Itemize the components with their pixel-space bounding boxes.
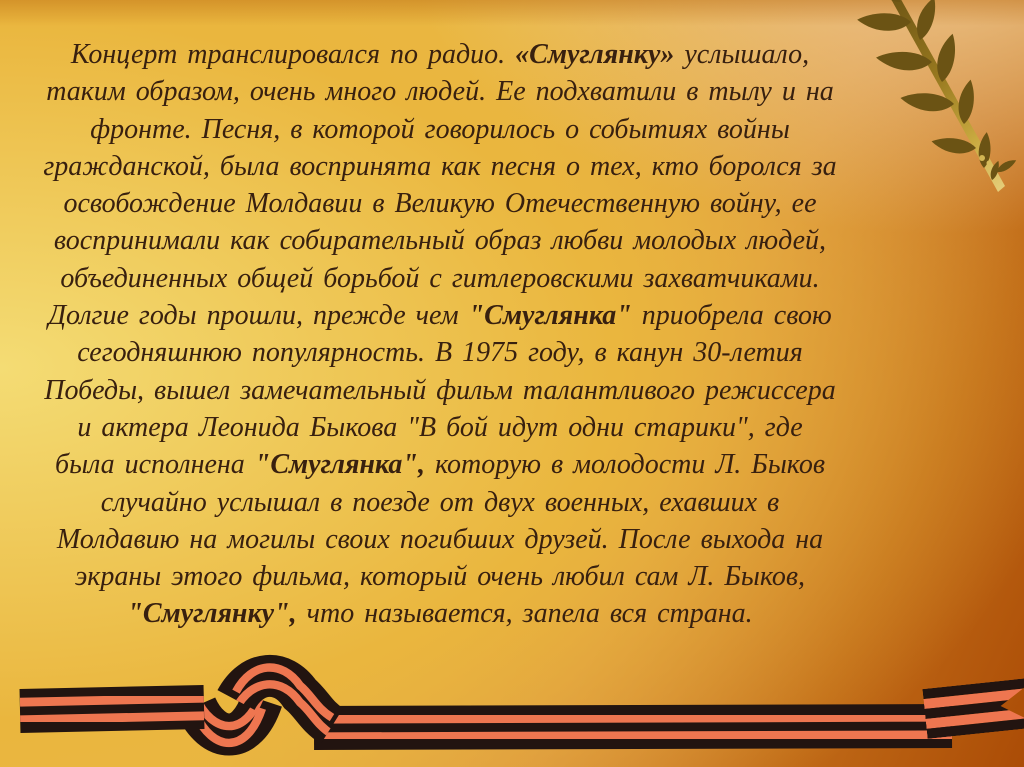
ribbon-twist-loop	[196, 692, 262, 743]
text-segment: была исполнена	[55, 449, 255, 481]
text-segment: которую в молодости Л. Быков	[424, 449, 825, 481]
text-segment: Молдавию на могилы своих погибших друзей. После выхода на	[56, 523, 824, 555]
text-line	[0, 595, 880, 632]
text-segment: Концерт транслировался по радио.	[70, 39, 516, 70]
text-line	[0, 484, 880, 521]
text-segment: услышало,	[674, 39, 810, 70]
text-segment: и актера Леонида Быкова "В бой идут одни старики", где	[77, 411, 803, 443]
text-segment: экраны этого фильма, который очень любил сам Л. Быков,	[74, 561, 806, 593]
ribbon-fold-end	[922, 677, 1024, 739]
laurel-branch	[856, 0, 1018, 192]
text-segment: "Смуглянку",	[127, 598, 297, 630]
text-segment: Победы, вышел замечательный фильм талантливого режиссера	[44, 374, 836, 406]
text-segment: "Смуглянка",	[254, 449, 425, 481]
text-line	[0, 521, 880, 558]
paragraph	[0, 36, 880, 633]
ribbon-right-segment	[314, 717, 952, 737]
text-segment: «Смуглянку»	[515, 39, 675, 70]
text-segment: фронте. Песня, в которой говорилось о событиях войны	[90, 113, 790, 145]
text-line	[0, 558, 880, 595]
text-line	[0, 446, 880, 483]
text-segment: что называется, запела вся страна.	[296, 598, 753, 630]
text-line	[0, 409, 880, 446]
text-segment: таким образом, очень много людей. Ее подхватили в тылу и на	[46, 76, 834, 108]
text-segment: объединенных общей борьбой с гитлеровскими захватчиками.	[60, 262, 820, 294]
text-segment: Долгие годы прошли, прежде чем	[48, 300, 469, 332]
text-line	[0, 111, 880, 148]
text-line	[0, 185, 880, 222]
text-segment: случайно услышал в поезде от двух военных, ехавших в	[100, 486, 780, 518]
text-line	[0, 334, 880, 371]
ribbon-left-segment	[20, 698, 204, 720]
text-segment: "Смуглянка"	[468, 300, 632, 332]
text-line	[0, 372, 880, 409]
text-segment: освобождение Молдавии в Великую Отечественную войну, ее	[63, 188, 817, 220]
text-segment: гражданской, была воспринята как песня о тех, кто боролся за	[43, 150, 837, 182]
text-segment: приобрела свою	[631, 300, 832, 332]
text-line	[0, 222, 880, 259]
text-line	[0, 73, 880, 110]
text-line	[0, 260, 880, 297]
text-line	[0, 36, 880, 73]
text-segment: воспринимали как собирательный образ любви молодых людей,	[53, 225, 827, 257]
text-line	[0, 297, 880, 334]
ribbon-twist-fold	[236, 667, 332, 734]
text-line	[0, 148, 880, 185]
text-segment: сегодняшнюю популярность. В 1975 году, в канун 30-летия	[77, 337, 803, 369]
